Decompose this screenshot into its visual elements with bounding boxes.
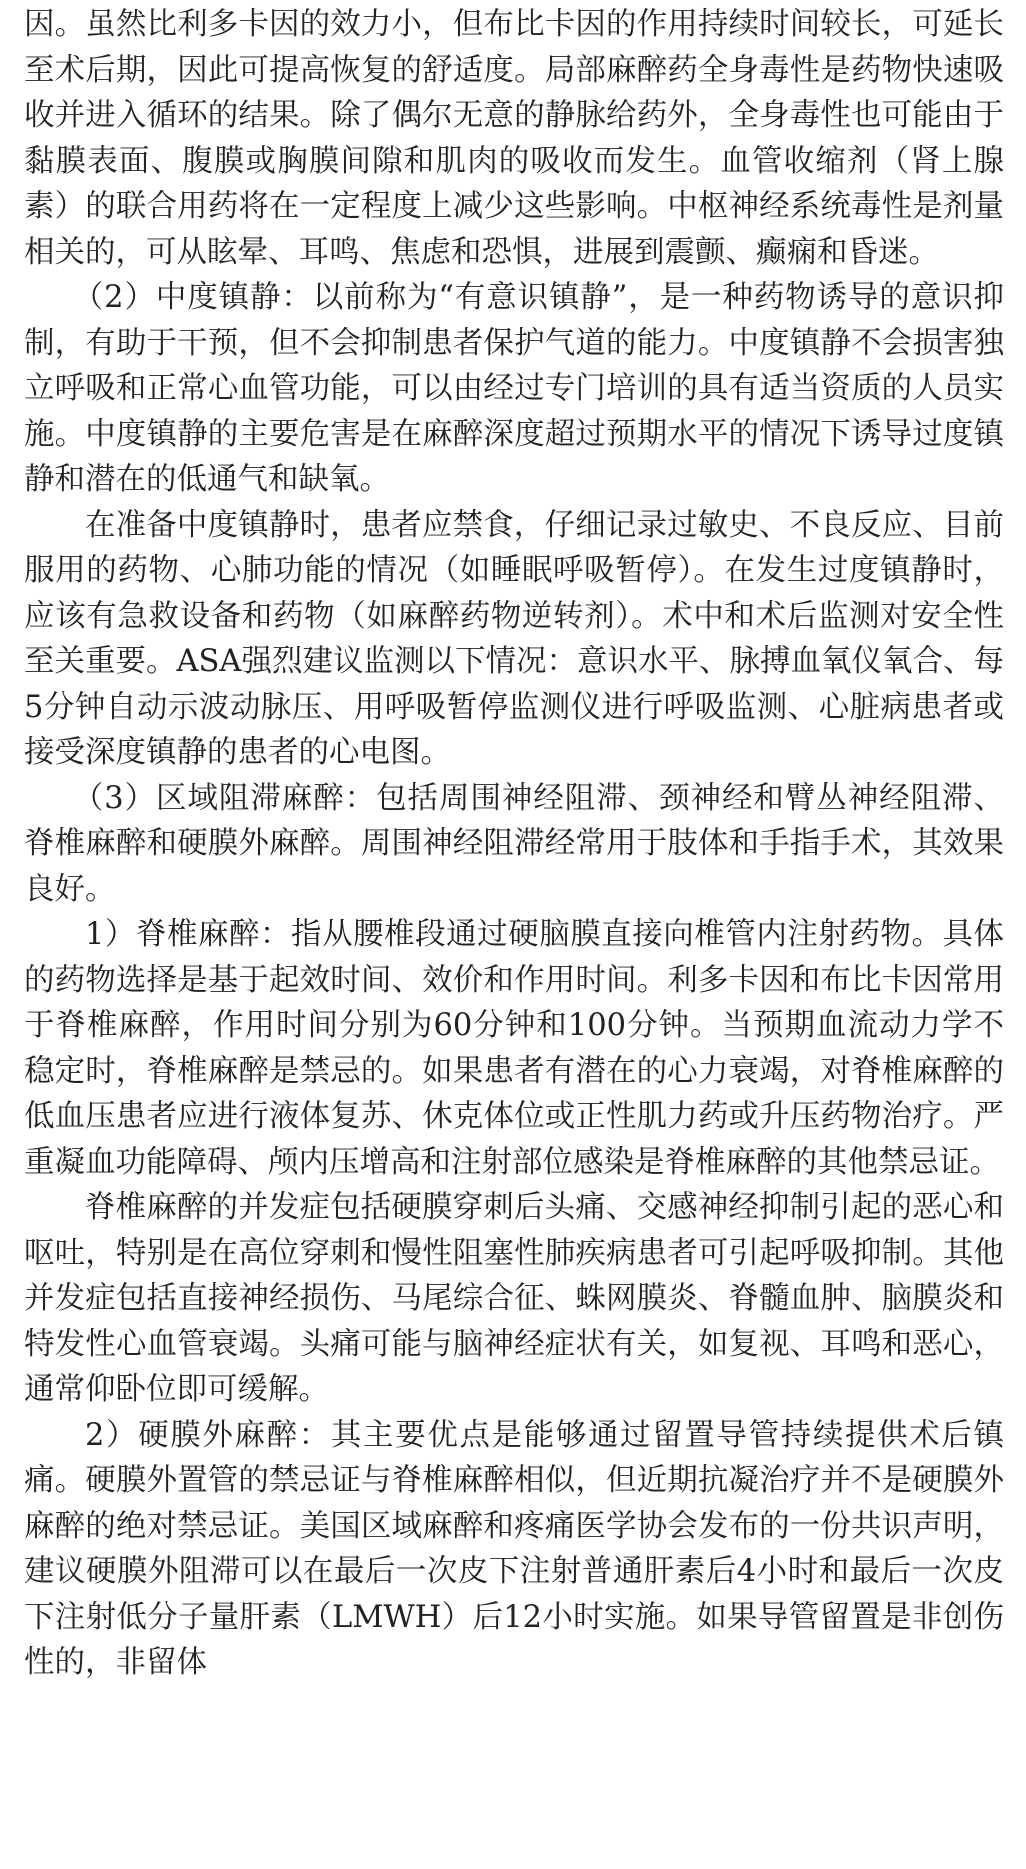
paragraph-sedation-preparation: 在准备中度镇静时，患者应禁食，仔细记录过敏史、不良反应、目前服用的药物、心肺功能的情况（如睡眠呼吸暂停）。在发生过度镇静时，应该有急救设备和药物（如麻醉药物逆转剂）。术中和术后监测对安全性至关重要。ASA强烈建议监测以下情况：意识水平、脉搏血氧仪氧合、每5分钟自动示波动脉压、用呼吸暂停监测仪进行呼吸监测、心脏病患者或接受深度镇静的患者的心电图。	[24, 507, 1004, 770]
paragraph-moderate-sedation: （2）中度镇静：以前称为“有意识镇静”，是一种药物诱导的意识抑制，有助于干预，但不会抑制患者保护气道的能力。中度镇静不会损害独立呼吸和正常心血管功能，可以由经过专门培训的具有适当资质的人员实施。中度镇静的主要危害是在麻醉深度超过预期水平的情况下诱导过度镇静和潜在的低通气和缺氧。	[24, 280, 1004, 497]
paragraph-anesthetic-toxicity: 因。虽然比利多卡因的效力小，但布比卡因的作用持续时间较长，可延长至术后期，因此可提高恢复的舒适度。局部麻醉药全身毒性是药物快速吸收并进入循环的结果。除了偶尔无意的静脉给药外，全身毒性也可能由于黏膜表面、腹膜或胸膜间隙和肌肉的吸收而发生。血管收缩剂（肾上腺素）的联合用药将在一定程度上减少这些影响。中枢神经系统毒性是剂量相关的，可从眩晕、耳鸣、焦虑和恐惧，进展到震颤、癫痫和昏迷。	[24, 7, 1004, 270]
paragraph-spinal-complications: 脊椎麻醉的并发症包括硬膜穿刺后头痛、交感神经抑制引起的恶心和呕吐，特别是在高位穿刺和慢性阻塞性肺疾病患者可引起呼吸抑制。其他并发症包括直接神经损伤、马尾综合征、蛛网膜炎、脊髓血肿、脑膜炎和特发性心血管衰竭。头痛可能与脑神经症状有关，如复视、耳鸣和恶心，通常仰卧位即可缓解。	[24, 1190, 1004, 1407]
paragraph-regional-anesthesia: （3）区域阻滞麻醉：包括周围神经阻滞、颈神经和臂丛神经阻滞、脊椎麻醉和硬膜外麻醉。周围神经阻滞经常用于肢体和手指手术，其效果良好。	[24, 780, 1004, 907]
document-page	[24, 2, 1004, 1686]
paragraph-epidural-anesthesia: 2）硬膜外麻醉：其主要优点是能够通过留置导管持续提供术后镇痛。硬膜外置管的禁忌证与脊椎麻醉相似，但近期抗凝治疗并不是硬膜外麻醉的绝对禁忌证。美国区域麻醉和疼痛医学协会发布的一份共识声明，建议硬膜外阻滞可以在最后一次皮下注射普通肝素后4小时和最后一次皮下注射低分子量肝素（LMWH）后12小时实施。如果导管留置是非创伤性的，非留体	[24, 1417, 1004, 1680]
paragraph-spinal-anesthesia: 1）脊椎麻醉：指从腰椎段通过硬脑膜直接向椎管内注射药物。具体的药物选择是基于起效时间、效价和作用时间。利多卡因和布比卡因常用于脊椎麻醉，作用时间分别为60分钟和100分钟。当预期血流动力学不稳定时，脊椎麻醉是禁忌的。如果患者有潜在的心力衰竭，对脊椎麻醉的低血压患者应进行液体复苏、休克体位或正性肌力药或升压药物治疗。严重凝血功能障碍、颅内压增高和注射部位感染是脊椎麻醉的其他禁忌证。	[24, 917, 1004, 1180]
